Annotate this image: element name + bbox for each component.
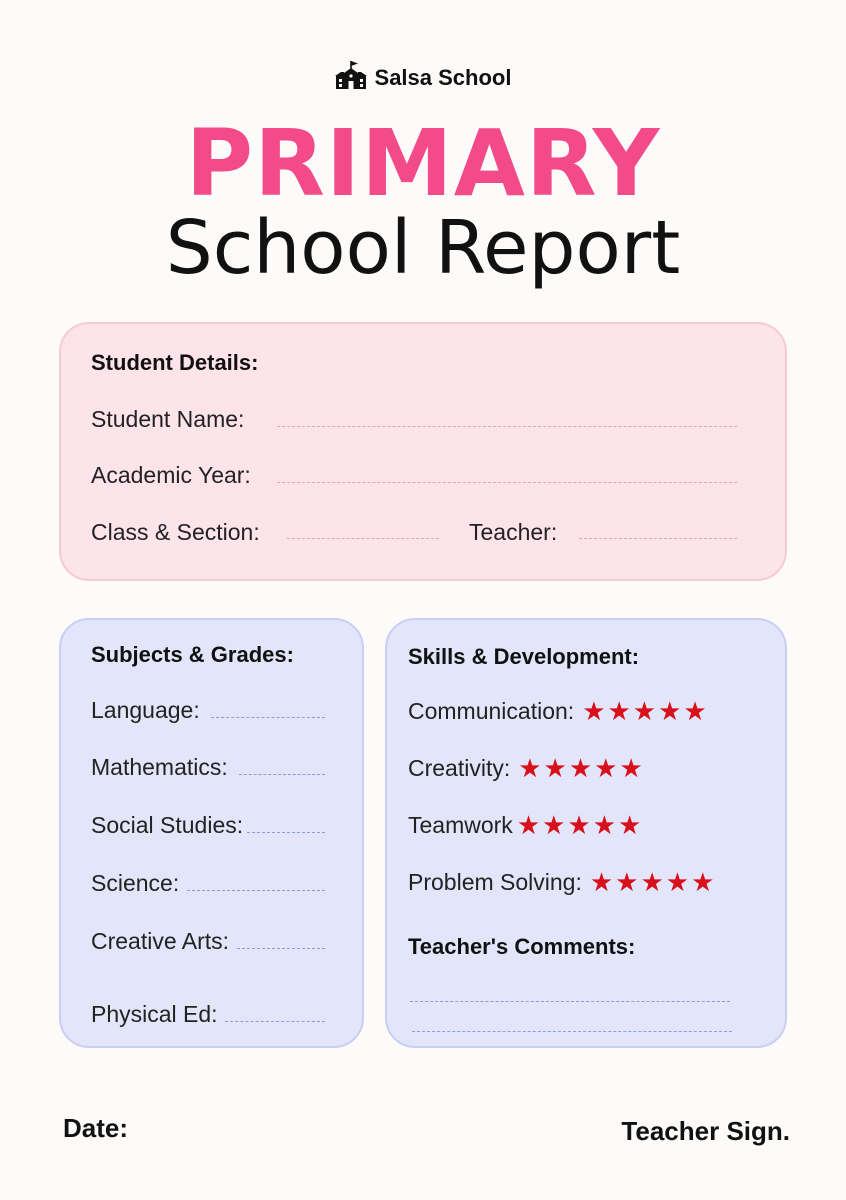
title-primary: PRIMARY: [185, 110, 661, 217]
student-details-card: [59, 322, 787, 581]
skill-label: Creativity:: [408, 755, 511, 781]
subject-grade-field[interactable]: [187, 890, 325, 891]
skill-row: [408, 753, 645, 784]
subject-label: Science:: [91, 870, 180, 896]
star-rating[interactable]: ★★★★★: [518, 753, 645, 783]
star-rating[interactable]: ★★★★★: [589, 867, 717, 897]
skill-row: [408, 696, 709, 727]
student-name-field[interactable]: [277, 426, 737, 427]
teacher-comments-line[interactable]: [412, 1031, 732, 1032]
student-name-label: Student Name:: [91, 406, 245, 432]
teacher-comments-heading: Teacher's Comments:: [408, 934, 636, 959]
school-building-icon: [335, 60, 367, 96]
teacher-sign-label: Teacher Sign.: [621, 1116, 790, 1146]
skill-row: [408, 867, 716, 898]
teacher-comments-line[interactable]: [410, 1001, 730, 1002]
teacher-label: Teacher:: [469, 519, 558, 545]
subject-grade-field[interactable]: [239, 774, 325, 775]
skill-label: Teamwork: [408, 812, 513, 838]
skill-label: Communication:: [408, 698, 575, 724]
title-subtitle: School Report: [165, 205, 681, 291]
skills-card: [385, 618, 787, 1048]
teacher-field[interactable]: [579, 538, 737, 539]
class-section-field[interactable]: [287, 538, 439, 539]
subject-label: Creative Arts:: [91, 928, 230, 954]
subject-grade-field[interactable]: [211, 717, 325, 718]
star-rating[interactable]: ★★★★★: [582, 696, 709, 726]
subject-label: Social Studies:: [91, 812, 244, 838]
subject-label: Physical Ed:: [91, 1001, 218, 1027]
subjects-card: [59, 618, 364, 1048]
star-rating[interactable]: ★★★★★: [516, 810, 644, 840]
subject-grade-field[interactable]: [237, 948, 325, 949]
subject-label: Language:: [91, 697, 200, 723]
skill-label: Problem Solving:: [408, 869, 582, 895]
academic-year-field[interactable]: [277, 482, 737, 483]
skill-row: [408, 810, 643, 841]
student-details-heading: Student Details:: [91, 350, 259, 375]
brand-header: [0, 60, 846, 96]
subject-grade-field[interactable]: [225, 1021, 325, 1022]
skills-heading: Skills & Development:: [408, 644, 640, 669]
academic-year-label: Academic Year:: [91, 462, 251, 488]
class-section-label: Class & Section:: [91, 519, 260, 545]
subject-label: Mathematics:: [91, 754, 228, 780]
subject-grade-field[interactable]: [247, 832, 325, 833]
brand-name: Salsa School: [374, 65, 512, 90]
subjects-heading: Subjects & Grades:: [91, 642, 294, 667]
date-label: Date:: [63, 1113, 129, 1143]
